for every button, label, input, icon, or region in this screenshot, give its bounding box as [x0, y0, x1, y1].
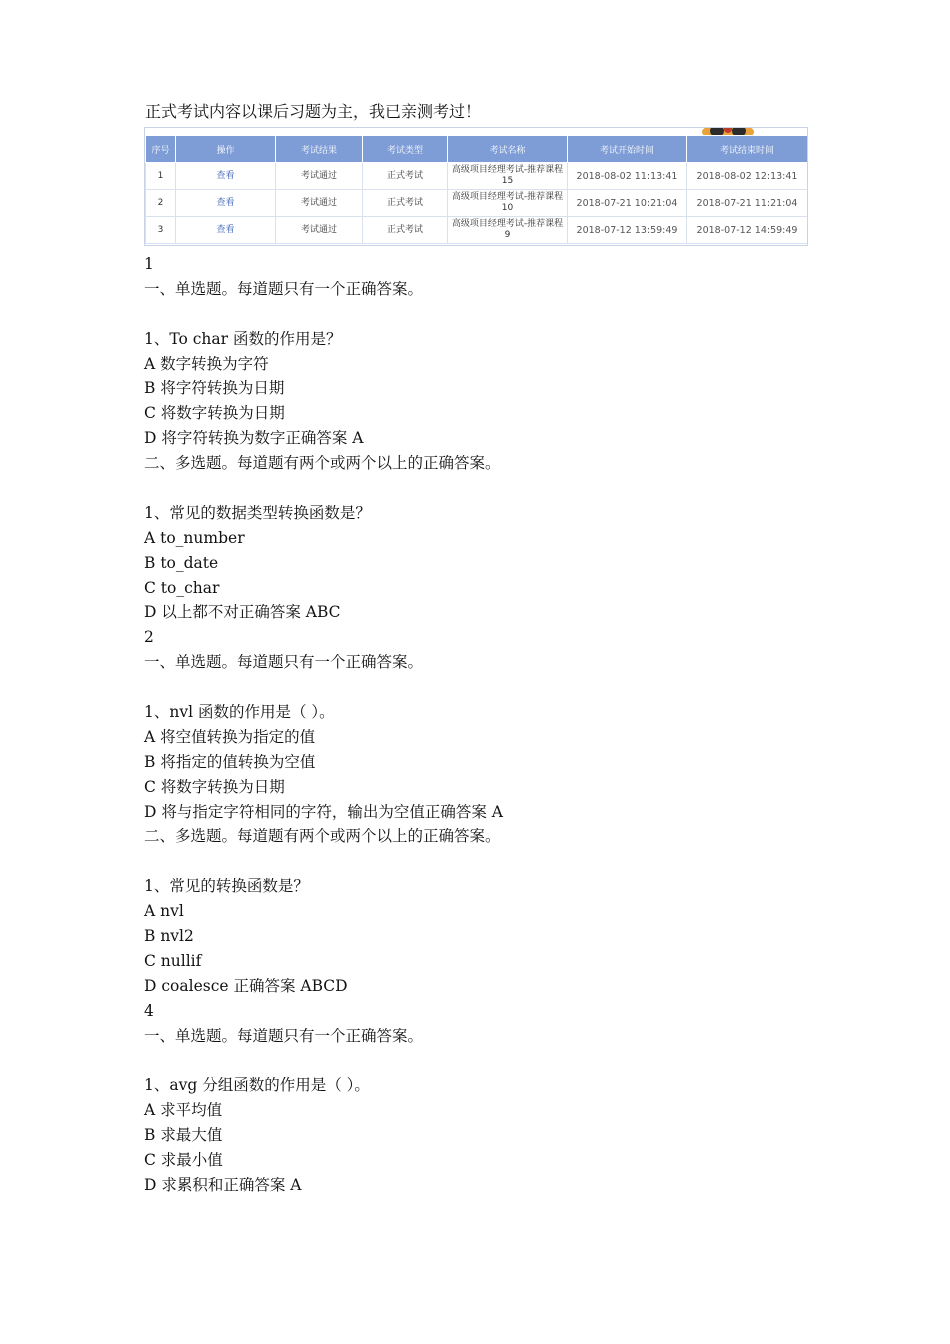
header-cell: 考试结束时间	[687, 136, 808, 163]
table-cell: 2018-08-02 11:13:41	[568, 163, 687, 190]
table-cell: 2018-07-12 13:59:49	[568, 217, 687, 244]
answer-option: C 求最小值	[144, 1151, 223, 1170]
answer-option: C nullif	[144, 951, 202, 970]
question-text: 1、常见的转换函数是？	[144, 877, 309, 896]
table-cell: 高级项目经理考试-推荐课程10	[448, 190, 568, 217]
blank-line	[144, 476, 503, 501]
intro-text: 正式考试内容以课后习题为主，我已亲测考过！	[145, 102, 482, 121]
header-cell: 考试结果	[276, 136, 363, 163]
answer-option: B 求最大值	[144, 1126, 223, 1145]
section-heading: 一、单选题。每道题只有一个正确答案。	[144, 1026, 424, 1045]
section-number: 4	[144, 1001, 154, 1020]
section-heading: 一、单选题。每道题只有一个正确答案。	[144, 279, 424, 298]
table-cell: 2	[146, 190, 176, 217]
section-heading: 二、多选题。每道题有两个或两个以上的正确答案。	[144, 454, 501, 473]
answer-option: A 将空值转换为指定的值	[144, 727, 316, 746]
view-link[interactable]: 查看	[176, 163, 276, 190]
blank-line	[144, 1049, 503, 1074]
answer-option: D 以上都不对正确答案 ABC	[144, 603, 341, 622]
answer-option: D 求累积和正确答案 A	[144, 1175, 302, 1194]
header-cell: 考试开始时间	[568, 136, 687, 163]
blank-line	[144, 675, 503, 700]
table-cell: 2018-07-21 10:21:04	[568, 190, 687, 217]
header-cell: 序号	[146, 136, 176, 163]
table-cell: 高级项目经理考试-推荐课程9	[448, 217, 568, 244]
answer-option: C 将数字转换为日期	[144, 777, 285, 796]
table-cell: 2018-07-21 11:21:04	[687, 190, 808, 217]
blank-line	[144, 302, 503, 327]
answer-option: D 将字符转换为数字正确答案 A	[144, 429, 364, 448]
answer-option: A 求平均值	[144, 1101, 223, 1120]
view-link[interactable]: 查看	[176, 217, 276, 244]
table-row	[146, 217, 808, 244]
question-text: 1、nvl 函数的作用是（ ）。	[144, 703, 335, 722]
table-cell: 1	[146, 163, 176, 190]
section-heading: 一、单选题。每道题只有一个正确答案。	[144, 653, 424, 672]
header-cell: 操作	[176, 136, 276, 163]
blank-line	[144, 849, 503, 874]
table-cell: 2018-07-12 14:59:49	[687, 217, 808, 244]
table-cell: 正式考试	[363, 217, 448, 244]
table-cell: 考试通过	[276, 190, 363, 217]
answer-option: B 将字符转换为日期	[144, 379, 285, 398]
table-row	[146, 190, 808, 217]
exam-results-table	[145, 135, 808, 244]
question-text: 1、To char 函数的作用是？	[144, 329, 342, 348]
table-cell: 2018-08-02 12:13:41	[687, 163, 808, 190]
answer-option: D 将与指定字符相同的字符，输出为空值正确答案 A	[144, 802, 503, 821]
answer-option: D coalesce 正确答案 ABCD	[144, 976, 348, 995]
question-text: 1、常见的数据类型转换函数是？	[144, 503, 371, 522]
question-text: 1、avg 分组函数的作用是（ ）。	[144, 1076, 370, 1095]
table-cell: 高级项目经理考试-推荐课程15	[448, 163, 568, 190]
table-cell: 正式考试	[363, 163, 448, 190]
answer-option: A to_number	[144, 528, 245, 547]
answer-option: A 数字转换为字符	[144, 354, 269, 373]
table-cell: 正式考试	[363, 190, 448, 217]
exam-results-screenshot	[144, 127, 808, 246]
answer-option: B to_date	[144, 553, 219, 572]
answer-option: B nvl2	[144, 927, 194, 946]
table-row	[146, 163, 808, 190]
answer-option: C 将数字转换为日期	[144, 404, 285, 423]
view-link[interactable]: 查看	[176, 190, 276, 217]
section-number: 1	[144, 255, 154, 273]
table-cell: 考试通过	[276, 217, 363, 244]
question-content	[144, 252, 503, 1198]
answer-option: A nvl	[144, 902, 184, 921]
section-number: 2	[144, 628, 154, 647]
header-cell: 考试名称	[448, 136, 568, 163]
table-header-row	[146, 136, 808, 163]
table-cell: 考试通过	[276, 163, 363, 190]
answer-option: B 将指定的值转换为空值	[144, 752, 316, 771]
answer-option: C to_char	[144, 578, 220, 597]
section-heading: 二、多选题。每道题有两个或两个以上的正确答案。	[144, 827, 501, 846]
table-cell: 3	[146, 217, 176, 244]
header-cell: 考试类型	[363, 136, 448, 163]
